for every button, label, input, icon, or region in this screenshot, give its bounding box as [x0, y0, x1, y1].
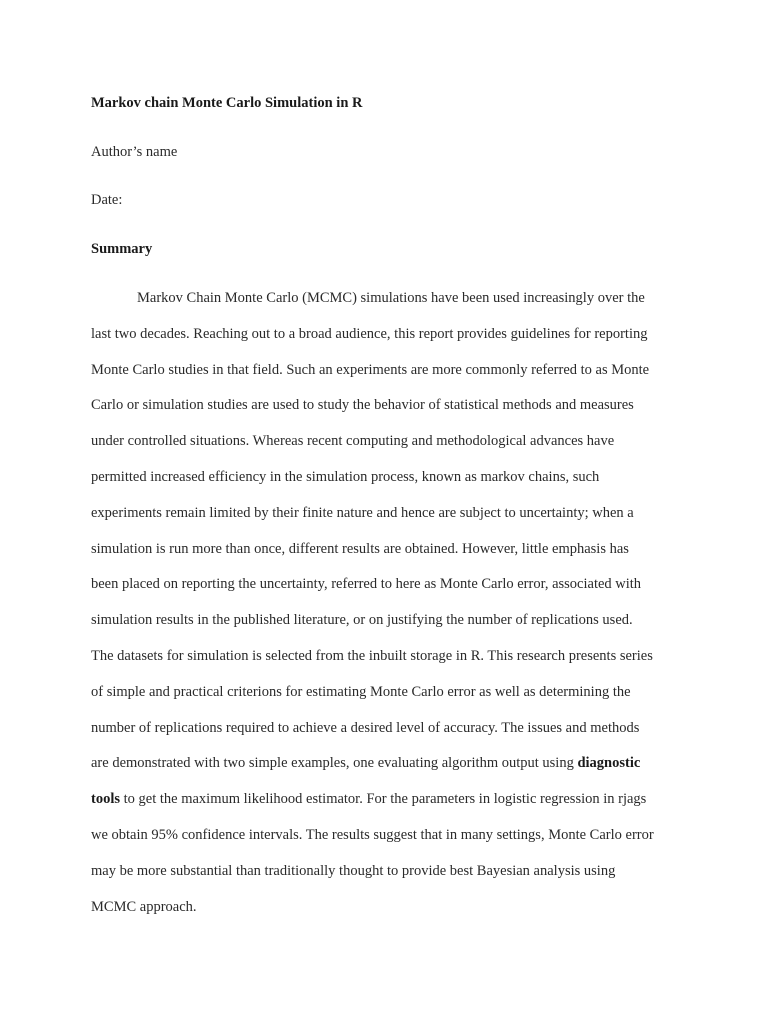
author-name: Author’s name [91, 144, 178, 160]
summary-line: may be more substantial than traditionally thought to provide best Bayesian analysis using [91, 863, 616, 879]
summary-line: of simple and practical criterions for estimating Monte Carlo error as well as determining the [91, 684, 631, 700]
summary-line: simulation results in the published literature, or on justifying the number of replications used. [91, 612, 633, 628]
summary-line: simulation is run more than once, different results are obtained. However, little emphasis has [91, 541, 629, 557]
summary-line: The datasets for simulation is selected from the inbuilt storage in R. This research presents series [91, 648, 653, 664]
summary-line: we obtain 95% confidence intervals. The results suggest that in many settings, Monte Carlo error [91, 827, 654, 843]
emphasized-term: diagnostic [577, 755, 641, 771]
summary-heading: Summary [91, 241, 153, 257]
summary-line: MCMC approach. [91, 899, 197, 915]
summary-line: Monte Carlo studies in that field. Such an experiments are more commonly referred to as Monte [91, 362, 650, 378]
emphasized-term: tools [91, 791, 120, 807]
summary-line: permitted increased efficiency in the simulation process, known as markov chains, such [91, 469, 600, 485]
document-title: Markov chain Monte Carlo Simulation in R [91, 95, 363, 111]
summary-line: Carlo or simulation studies are used to study the behavior of statistical methods and measures [91, 397, 634, 413]
summary-line: Markov Chain Monte Carlo (MCMC) simulations have been used increasingly over the [137, 290, 645, 306]
summary-line: number of replications required to achieve a desired level of accuracy. The issues and methods [91, 720, 640, 736]
summary-line [91, 789, 646, 809]
summary-line: experiments remain limited by their finite nature and hence are subject to uncertainty; when a [91, 505, 634, 521]
summary-line [91, 753, 640, 773]
summary-line: last two decades. Reaching out to a broad audience, this report provides guidelines for reporting [91, 326, 648, 342]
summary-line: been placed on reporting the uncertainty, referred to here as Monte Carlo error, associated with [91, 576, 642, 592]
summary-text: to get the maximum likelihood estimator. For the parameters in logistic regression in rjags [120, 791, 647, 807]
summary-text: are demonstrated with two simple examples, one evaluating algorithm output using [91, 755, 578, 771]
summary-line: under controlled situations. Whereas recent computing and methodological advances have [91, 433, 615, 449]
date-label: Date: [91, 192, 123, 208]
